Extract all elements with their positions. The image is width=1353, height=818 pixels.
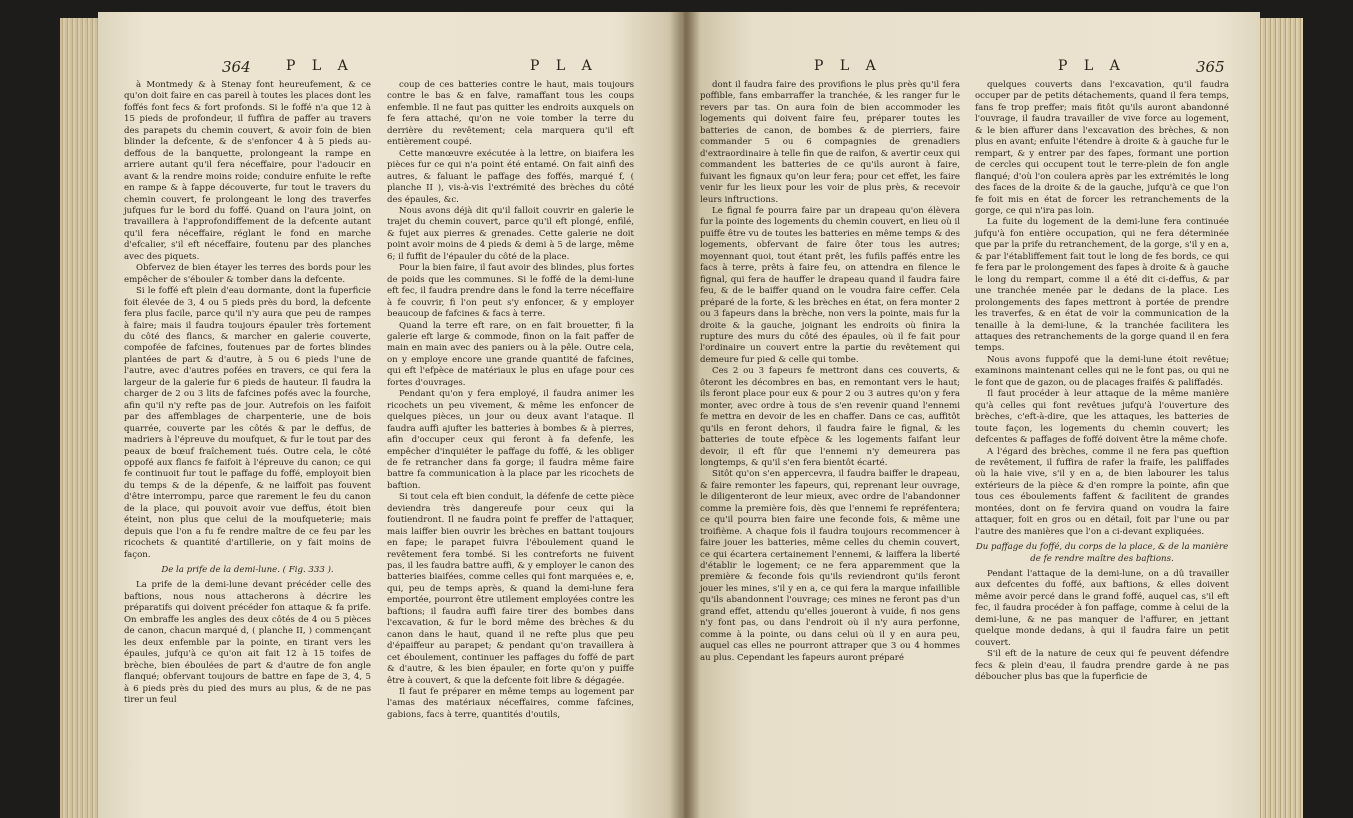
- paragraph: Pour la bien faire, il faut avoir des blindes, plus fortes de poids que les communes. Si le foffé de la demi-lune eft fec, il faudra prendre dans le fond la terre néceffaire à fe couvrir, fi l'on peut s'y enfoncer, & y employer beaucoup de fafcines & facs à terre.: [387, 263, 634, 320]
- paragraph: Cette manœuvre exécutée à la lettre, on biaifera les pièces fur ce qui n'a point été entamé. On fait ainfi des autres, & faluant le paffage des foffés, marqué f, ( planche II ), vis-à-vis l'extrémité des brèches du côté des épaules, &c.: [387, 148, 634, 205]
- paragraph: Nous avons déjà dit qu'il falloit couvrir en galerie le trajet du chemin couvert, parce qu'il eft plongé, enfilé, & fujet aux pierres & grenades. Cette galerie ne doit point avoir moins de 4 pieds & demi à 5 de large, même 6; il fuffit de l'épauler du côté de la place.: [387, 205, 634, 262]
- paragraph: La prife de la demi-lune devant précéder celle des baftions, nous nous attacherons à décrire les préparatifs qui doivent précéder fon attaque & fa prife. On embraffe les angles des deux côtés de 4 ou 5 pièces de canon, chacun marqué d, ( planche II, ) commençant les deux enfemble par la pointe, en tirant vers les épaules, jufqu'à ce qu'on ait fait 12 à 15 toifes de brèche, bien éboulées de part & d'autre de fon angle flanqué; obfervant toujours de battre en fape de 3, 4, 5 à 6 pieds près du pied des murs au plus, & de ne pas tirer un feul: [124, 580, 371, 706]
- left-page-edges: [60, 18, 100, 818]
- section-heading: De la prife de la demi-lune. ( Fig. 333 ).: [161, 565, 334, 576]
- right-running-head-1: P L A: [814, 58, 882, 74]
- book-gutter: [670, 12, 700, 818]
- paragraph: Il faut fe préparer en même temps au logement par l'amas des matériaux néceffaires, comme fafcines, gabions, facs à terre, quantités d'outils,: [387, 687, 634, 720]
- left-running-head-2: P L A: [530, 58, 598, 74]
- right-column-2: [975, 80, 1229, 684]
- right-column-1: [700, 80, 960, 664]
- paragraph: Sitôt qu'on s'en appercevra, il faudra baiffer le drapeau, & faire remonter les fapeurs, qui, reprenant leur ouvrage, le diligenteront de leur mieux, avec ordre de l'abandonner comme la première fois, dès que l'ennemi fe repréfentera; ce qu'il pourra bien faire une feconde fois, & même une troifième. A chaque fois il faudra toujours recommencer à faire jouer les batteries, même celles du chemin couvert, ce qui écartera certainement l'ennemi, & laiffera la liberté d'établir le logement; ce ne fera apparemment que la première & feconde fois qu'ils reviendront qu'ils feront jouer les mines, s'il y en a, ce qui fera la marque infaillible qu'ils abandonnent l'ouvrage; ces mines ne feront pas d'un grand effet, attendu qu'elles joueront à vuide, fi nos gens n'y font pas, ou dans l'endroit où il n'y aura perfonne, comme à la pointe, ou dans celui où il y en aura peu, auquel cas elles ne pourront attraper que 3 ou 4 hommes au plus. Cependant les fapeurs auront préparé: [700, 469, 960, 663]
- paragraph: Quand la terre eft rare, on en fait brouetter, fi la galerie eft large & commode, finon on la fait paffer de main en main avec des paniers ou à la pêle. Outre cela, on y employe encore une grande quantité de fafcines, qui eft l'efpèce de matériaux le plus en ufage pour ces fortes d'ouvrages.: [387, 320, 634, 388]
- paragraph: Si le foffé eft plein d'eau dormante, dont la fuperficie foit élevée de 3, 4 ou 5 pieds près du bord, la defcente fera plus facile, parce qu'il n'y aura que peu de rampes à faire; mais il faudra toujours épauler très fortement du côté des flancs, & marcher en galerie couverte, compofée de fafcines, foutenues par de fortes blindes plantées de part & d'autre, à 5 ou 6 pieds l'une de l'autre, avec d'autres pofées en travers, ce qui fera la largeur de la galerie fur 6 pieds de hauteur. Il faudra la charger de 2 ou 3 lits de fafcines pofés avec la fourche, afin qu'il n'y refte pas de jour. Autrefois on les faifoit par des affemblages de charpenterie, une de bois quarrée, couverte par les côtés & par le deffus, de madriers à l'épreuve du moufquet, & fur le tout par des peaux de bœuf fraîchement tués. Outre cela, le côté oppofé aux flancs fe faifoit à l'épreuve du canon; ce qui fe continuoit fur tout le paffage du foffé, employoit bien du temps & de la dépenfe, & ne laiffoit pas fouvent d'être interrompu, parce que rarement le feu du canon de la place, qui pouvoit avoir vue deffus, étoit bien éteint, non plus que celui de la moufqueterie; mais depuis que l'on a fu fe rendre maître de ce feu par les ricochets & quantité d'artillerie, on y fait moins de façon.: [124, 286, 371, 560]
- paragraph: A l'égard des brèches, comme il ne fera pas queftion de revêtement, il fuffira de rafer la fraife, les paliffades où la haie vive, s'il y en a, de bien labourer les talus extérieurs de la pièce & d'en rompre la pointe, afin que tous ces éboulements faffent & facilitent de grandes montées, dont on fe fervira quand on voudra la faire attaquer, foit en gros ou en détail, foit par l'une ou par l'autre des manières que l'on a ci-devant expliquées.: [975, 446, 1229, 537]
- paragraph: Ces 2 ou 3 fapeurs fe mettront dans ces couverts, & ôteront les décombres en bas, en remontant vers le haut; ils feront place pour eux & pour 2 ou 3 autres qu'on y fera monter, avec ordre à tous de s'en revenir quand l'ennemi fe mettra en devoir de les en chaffer. Dans ce cas, auffitôt qu'ils en feront dehors, il faudra faire le fignal, & les batteries de toute efpèce & les logements faifant leur devoir, il eft fûr que l'ennemi n'y demeurera pas longtemps, & qu'il s'en fera bientôt écarté.: [700, 366, 960, 468]
- paragraph: coup de ces batteries contre le haut, mais toujours contre le bas & en falve, ramaffant tous les coups enfemble. Il ne faut pas quitter les endroits auxquels on fe fera attaché, qu'on ne voie tomber la terre du derrière du revêtement; cela marquera qu'il eft entièrement coupé.: [387, 80, 634, 148]
- paragraph: Nous avons fuppofé que la demi-lune étoit revêtue; examinons maintenant celles qui ne le font pas, ou qui ne le font que de gazon, ou de placages fraifés & paliffadés.: [975, 354, 1229, 388]
- paragraph: La fuite du logement de la demi-lune fera continuée jufqu'à fon entière occupation, qui ne fera déterminée que par la prife du retranchement, de la gorge, s'il y en a, & par l'établiffement fait tout le long de fes bords, ce qui fe fera par le prolongement des fapes à droite & à gauche le long du rempart, comme il a été dit ci-deffus, & par une tranchée menée par le dedans de la place. Les prolongements des fapes mettront à portée de prendre les traverfes, & en état de voir la communication de la tenaille à la demi-lune, & la tranchée facilitera les attaques des retranchements de la gorge quand il en fera temps.: [975, 217, 1229, 354]
- paragraph: Pendant qu'on y fera employé, il faudra animer les ricochets un peu vivement, & même les enfoncer de quelques pièces, un jour ou deux avant l'ataque. Il faudra auffi ajufter les batteries à bombes & à pierres, afin d'occuper ceux qui feront à fa defenfe, les empêcher d'inquiéter le paffage du foffé, & les obliger de fe retrancher dans fa gorge; il faudra même faire battre fa communication à la place par les ricochets de baftion.: [387, 389, 634, 491]
- paragraph: Si tout cela eft bien conduit, la défenfe de cette pièce deviendra très dangereufe pour ceux qui la foutiendront. Il ne faudra point fe preffer de l'attaquer, mais laiffer bien ouvrir les brèches en battant toujours en fape; le parapet fuivra l'éboulement quand le revêtement fera tombé. Si les contreforts ne fuivent pas, il les faudra battre auffi, & y employer le canon des batteries biaifées, comme celles qui font marquées e, e, qui, peu de temps après, & quand la demi-lune fera emportée, pourront être utilement employées contre les baftions; il faudra auffi faire tirer des bombes dans l'excavation, & fur le bord même des brèches & du canon dans le haut, quand il ne refte plus que peu d'épaiffeur au parapet; & pendant qu'on travaillera à cet éboulement, continuer les paffages du foffé de part & d'autre, & les bien épauler, en forte qu'on y puiffe être à couvert, & que la defcente foit libre & dégagée.: [387, 492, 634, 686]
- paragraph: Obfervez de bien étayer les terres des bords pour les empêcher de s'ébouler & tomber dans la defcente.: [124, 263, 371, 285]
- paragraph: Il faut procéder à leur attaque de la même manière qu'à celles qui font revêtues jufqu'à l'ouverture des brèches, c'eft-à-dire, que les attaques, les batteries de toute façon, les logements du chemin couvert; les defcentes & paffages de foffé doivent être la même chofe.: [975, 389, 1229, 446]
- paragraph: Pendant l'attaque de la demi-lune, on a dû travailler aux defcentes du foffé, aux baftions, & elles doivent même avoir percé dans le grand foffé, auquel cas, s'il eft fec, il faudra procéder à fon paffage, comme à celui de la demi-lune, & ne pas manquer de l'affurer, en jettant quelque monde dedans, à qui il faudra faire un petit couvert.: [975, 569, 1229, 648]
- section-heading: Du paffage du foffé, du corps de la place, & de la manière de fe rendre maître des baftions.: [975, 542, 1229, 564]
- right-page-edges: [1258, 18, 1303, 818]
- paragraph: dont il faudra faire des provifions le plus près qu'il fera poffible, fans embarraffer la tranchée, & les ranger fur le revers par tas. On aura foin de bien accommoder les logements qui doivent faire feu, préparer toutes les batteries de canon, de bombes & de pierriers, faire commander 5 ou 6 compagnies de grenadiers d'extraordinaire à telle fin que de raifon, & avertir ceux qui commandent les batteries de ce qu'ils auront à faire, fuivant les fignaux qu'on leur fera; pour cet effet, les faire venir fur les lieux pour les voir de plus près, & recevoir leurs inftructions.: [700, 80, 960, 205]
- left-page-number: 364: [222, 58, 251, 76]
- right-running-head-2: P L A: [1058, 58, 1126, 74]
- left-column-2: [387, 80, 634, 721]
- paragraph: quelques couverts dans l'excavation, qu'il faudra occuper par de petits détachements, quand il fera temps, fans fe trop preffer; mais fitôt qu'ils auront abandonné l'ouvrage, il faudra travailler de vive force au logement, & le bien affurer dans l'excavation des brèches, & non plus en avant; enfuite l'étendre à droite & à gauche fur le rempart, & y entrer par des fapes, formant une portion de cercles qui occupent tout le terre-plein de fon angle flanqué; d'où l'on coulera après par les extrémités le long des faces de la droite & de la gauche, jufqu'à ce que l'on fe foit mis en état de forcer les retranchements de la gorge, ce qui n'ira pas loin.: [975, 80, 1229, 216]
- right-page-number: 365: [1196, 58, 1225, 76]
- paragraph: S'il eft de la nature de ceux qui fe peuvent défendre fecs & plein d'eau, il faudra prendre garde à ne pas déboucher plus bas que la fuperficie de: [975, 649, 1229, 683]
- left-column-1: [124, 80, 371, 706]
- paragraph: à Montmedy & à Stenay font heureufement, & ce qu'on doit faire en cas pareil à toutes les places dont les foffés font fecs & fort profonds. Si le foffé n'a que 12 à 15 pieds de profondeur, il fuffira de paffer au travers des parapets du chemin couvert, & avoir foin de bien blinder la defcente, & de s'enfoncer 4 à 5 pieds au-deffous de la banquette, prolongeant la rampe en arriere autant qu'il fera néceffaire, pour l'adoucir en avant & la rendre moins roide; conduire enfuite le refte en rampe & à fappe découverte, fur tout le travers du chemin couvert, fe prolongeant le long des traverfes jufques fur le bord du foffé. Quand on l'aura joint, on travaillera à l'approfondiffement de la defcente autant qu'il fera néceffaire, réglant le fond en marche d'efcalier, s'il eft néceffaire, foutenu par des planches avec des piquets.: [124, 80, 371, 262]
- left-running-head-1: P L A: [286, 58, 354, 74]
- paragraph: Le fignal fe pourra faire par un drapeau qu'on élèvera fur la pointe des logements du chemin couvert, en lieu où il puiffe être vu de toutes les batteries en même temps & des logements, obfervant de faire ôter tous les autres; moyennant quoi, tout étant prêt, les fufils paffés entre les facs à terre, prêts à faire feu, on attendra en filence le fignal, qui fera de hauffer le drapeau quand il faudra faire feu, & de le baiffer quand on le voudra faire ceffer. Cela préparé de la forte, & les brèches en état, on fera monter 2 ou 3 fapeurs dans la brèche, non vers la pointe, mais fur la droite & la gauche, joignant les endroits où finira la rupture des murs du côté des épaules, où il fe fait pour l'ordinaire un couvert entre la partie du revêtement qui demeure fur pied & celle qui tombe.: [700, 205, 960, 365]
